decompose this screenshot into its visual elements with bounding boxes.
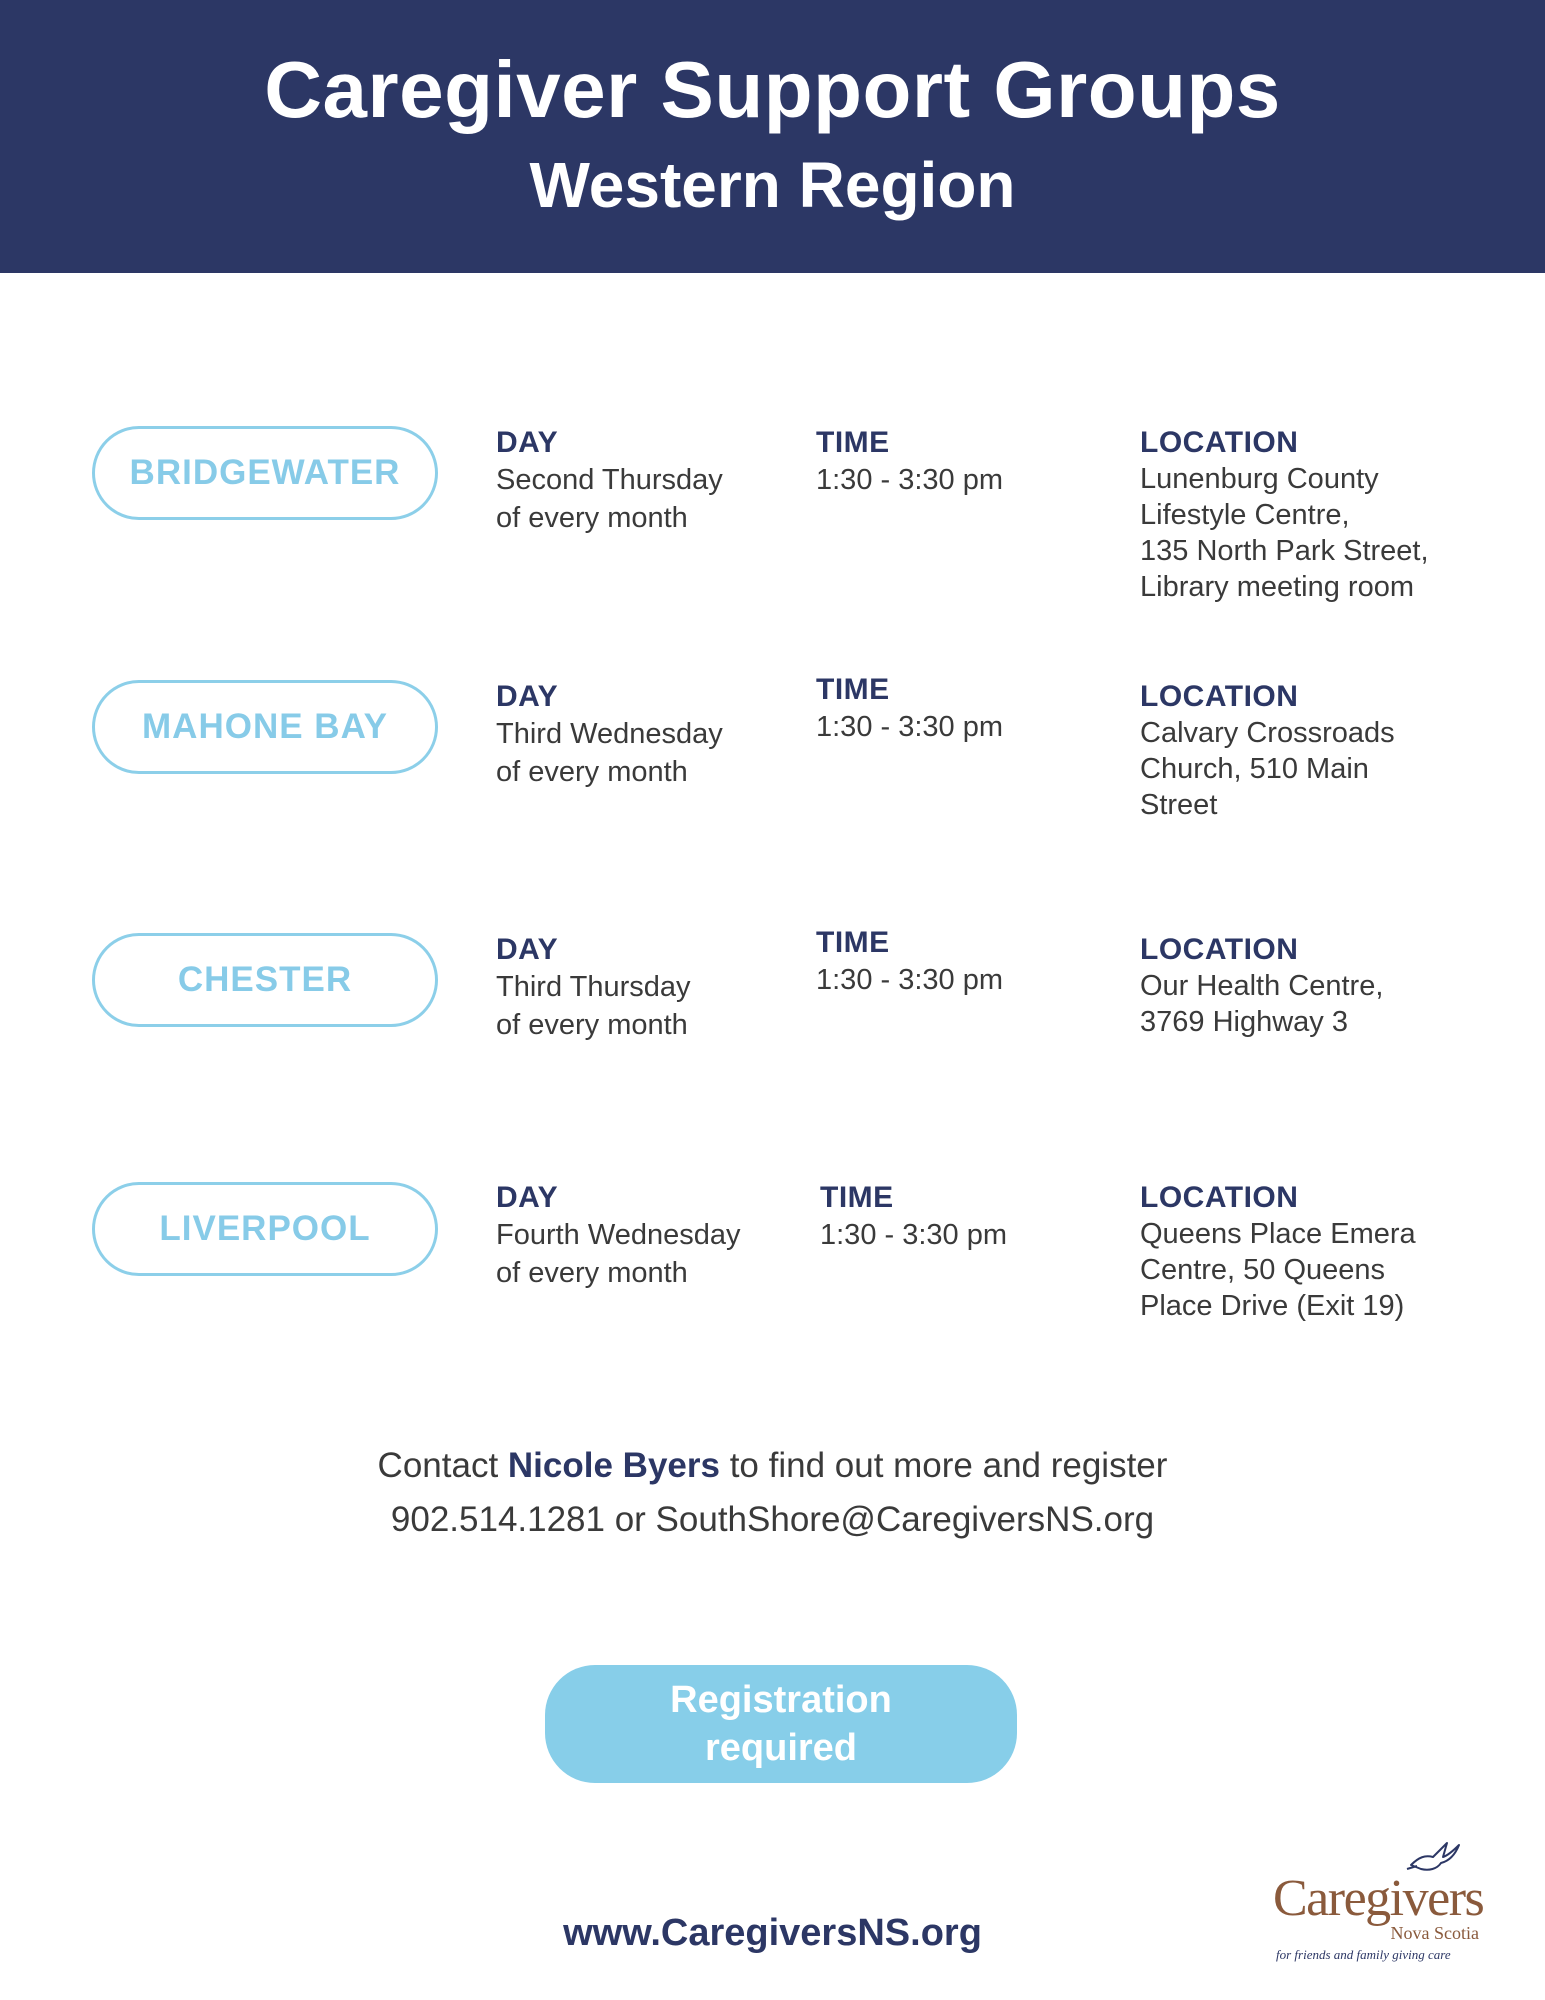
day-label: DAY [496,680,559,713]
group-name-badge: CHESTER [92,933,438,1027]
time-label: TIME [816,426,890,459]
contact-suffix: to find out more and register [719,1446,1168,1485]
location-column [1140,932,1383,1040]
location-label: LOCATION [1140,1181,1299,1214]
time-column [816,925,1003,999]
time-value: 1:30 - 3:30 pm [816,464,1003,496]
day-column [496,932,691,1044]
group-name-badge: BRIDGEWATER [92,426,438,520]
caregivers-logo [1255,1835,1495,1970]
day-column [496,425,723,537]
day-value: Third Thursday of every month [496,971,691,1041]
group-name-badge: MAHONE BAY [92,680,438,774]
website-link[interactable]: www.CaregiversNS.org [563,1912,982,1954]
location-column [1140,425,1429,605]
time-label: TIME [816,673,890,706]
page-subtitle: Western Region [529,149,1016,221]
time-value: 1:30 - 3:30 pm [816,711,1003,743]
day-label: DAY [496,1181,559,1214]
day-value: Second Thursday of every month [496,464,723,534]
day-value: Fourth Wednesday of every month [496,1219,741,1289]
contact-line [0,1446,1545,1486]
contact-name: Nicole Byers [507,1446,720,1485]
time-value: 1:30 - 3:30 pm [816,964,1003,996]
contact-details: 902.514.1281 or SouthShore@CaregiversNS.org [390,1500,1155,1539]
contact-prefix: Contact [377,1446,508,1485]
location-value: Lunenburg County Lifestyle Centre, 135 North Park Street, Library meeting room [1140,463,1429,603]
time-column [820,1180,1007,1254]
day-column [496,679,723,791]
group-name-badge: LIVERPOOL [92,1182,438,1276]
page-header [0,0,1545,273]
time-column [816,672,1003,746]
logo-tagline: for friends and family giving care [1276,1947,1451,1962]
time-label: TIME [816,926,890,959]
day-column [496,1180,741,1292]
location-value: Our Health Centre, 3769 Highway 3 [1140,970,1384,1038]
time-column [816,425,1003,499]
location-value: Queens Place Emera Centre, 50 Queens Place Drive (Exit 19) [1140,1218,1416,1322]
registration-label: Registration required [670,1679,892,1769]
location-label: LOCATION [1140,933,1299,966]
time-value: 1:30 - 3:30 pm [820,1219,1007,1251]
registration-required-badge [545,1665,1017,1783]
location-label: LOCATION [1140,426,1299,459]
page-title: Caregiver Support Groups [264,45,1281,134]
location-column [1140,1180,1416,1324]
location-column [1140,679,1395,823]
day-value: Third Wednesday of every month [496,718,723,788]
time-label: TIME [820,1181,894,1214]
logo-name: Caregivers [1273,1870,1484,1927]
location-label: LOCATION [1140,680,1299,713]
day-label: DAY [496,933,559,966]
day-label: DAY [496,426,559,459]
logo-region: Nova Scotia [1390,1923,1479,1943]
location-value: Calvary Crossroads Church, 510 Main Street [1140,717,1395,821]
